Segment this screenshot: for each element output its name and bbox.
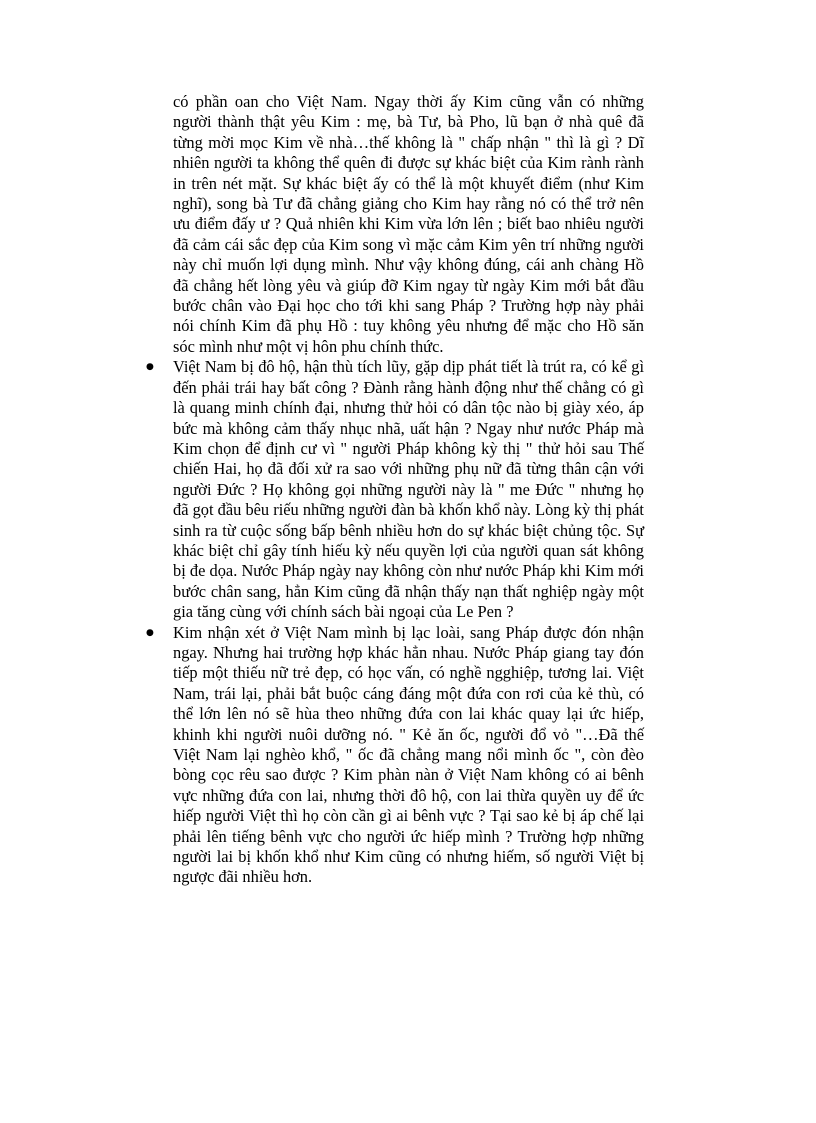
bullet-dot-icon: ● [146, 362, 154, 373]
bullet-dot-icon: ● [146, 627, 154, 638]
intro-paragraph: có phần oan cho Việt Nam. Ngay thời ấy Kim cũng vẫn có những người thành thật yêu Kim : mẹ, bà Tư, bà Pho, lũ bạn ở nhà quê đã từng mời mọc Kim về nhà…thế không là " chấp nhận " thì là gì ? Dĩ nhiên người ta không thể quên đi được sự khác biệt của Kim rành rành in trên nét mặt. Sự khác biệt ấy có thể là một khuyết điểm (như Kim nghĩ), song bà Tư đã chẳng giảng cho Kim hay rằng nó có thể trở nên ưu điểm đấy ư ? Quả nhiên khi Kim vừa lớn lên ; biết bao nhiêu người đã cảm cái sắc đẹp của Kim song vì mặc cảm Kim yên trí những người này chỉ muốn lợi dụng mình. Như vậy không đúng, cái anh chàng Hồ đã chẳng hết lòng yêu và giúp đỡ Kim ngay từ ngày Kim mới bắt đầu bước chân vào Đại học cho tới khi sang Pháp ? Trường hợp này phải nói chính Kim đã phụ Hồ : tuy không yêu nhưng để mặc cho Hồ săn sóc mình như một vị hôn phu chính thức. [173, 92, 644, 356]
bullet-item [146, 622, 644, 888]
bullet-list [146, 357, 644, 888]
bullet-text: Kim nhận xét ở Việt Nam mình bị lạc loài, sang Pháp được đón nhận ngay. Nhưng hai trường hợp khác hẳn nhau. Nước Pháp giang tay đón tiếp một thiếu nữ trẻ đẹp, có học vấn, có nghề ngghiệp, tương lai. Việt Nam, trái lại, phải bắt buộc cáng đáng một đứa con rơi của kẻ thù, có thể lớn lên nó sẽ hùa theo những đứa con lai khác quay lại ức hiếp, khinh khi người nuôi dưỡng nó. " Kẻ ăn ốc, người đổ vỏ "…Đã thế Việt Nam lại nghèo khổ, " ốc đã chẳng mang nổi mình ốc ", còn đèo bòng cọc rêu sao được ? Kim phàn nàn ở Việt Nam không có ai bênh vực những đứa con lai, nhưng thời đô hộ, con lai thừa quyền uy để ức hiếp người Việt thì họ còn cần gì ai bênh vực ? Tại sao kẻ bị áp chế lại phải lên tiếng bênh vực cho người ức hiếp mình ? Trường hợp những người lai bị khốn khổ như Kim cũng có nhưng hiếm, số người Việt bị ngược đãi nhiều hơn. [173, 622, 644, 887]
document-page [146, 92, 644, 888]
bullet-text: Việt Nam bị đô hộ, hận thù tích lũy, gặp dịp phát tiết là trút ra, có kể gì đến phải trái hay bất công ? Đành rằng hành động như thế chẳng có gì là quang minh chính đại, nhưng thử hỏi có dân tộc nào bị giày xéo, áp bức mà không cảm thấy nhục nhã, uất hận ? Ngay như nước Pháp mà Kim chọn để định cư vì " người Pháp không kỳ thị " thử hỏi sau Thế chiến Hai, họ đã đối xử ra sao với những phụ nữ đã từng thân cận với người Đức ? Họ không gọi những người này là " me Đức " nhưng họ đã gọt đầu bêu riếu những người đàn bà khốn khổ này. Lòng kỳ thị phát sinh ra từ cuộc sống bấp bênh nhiều hơn do sự khác biệt chủng tộc. Sự khác biệt chỉ gây tính hiếu kỳ nếu quyền lợi của người quan sát không bị đe dọa. Nước Pháp ngày nay không còn như nước Pháp khi Kim mới bước chân sang, hẳn Kim cũng đã nhận thấy nạn thất nghiệp ngày một gia tăng cùng với chính sách bài ngoại của Le Pen ? [173, 357, 644, 622]
bullet-item [146, 357, 644, 622]
